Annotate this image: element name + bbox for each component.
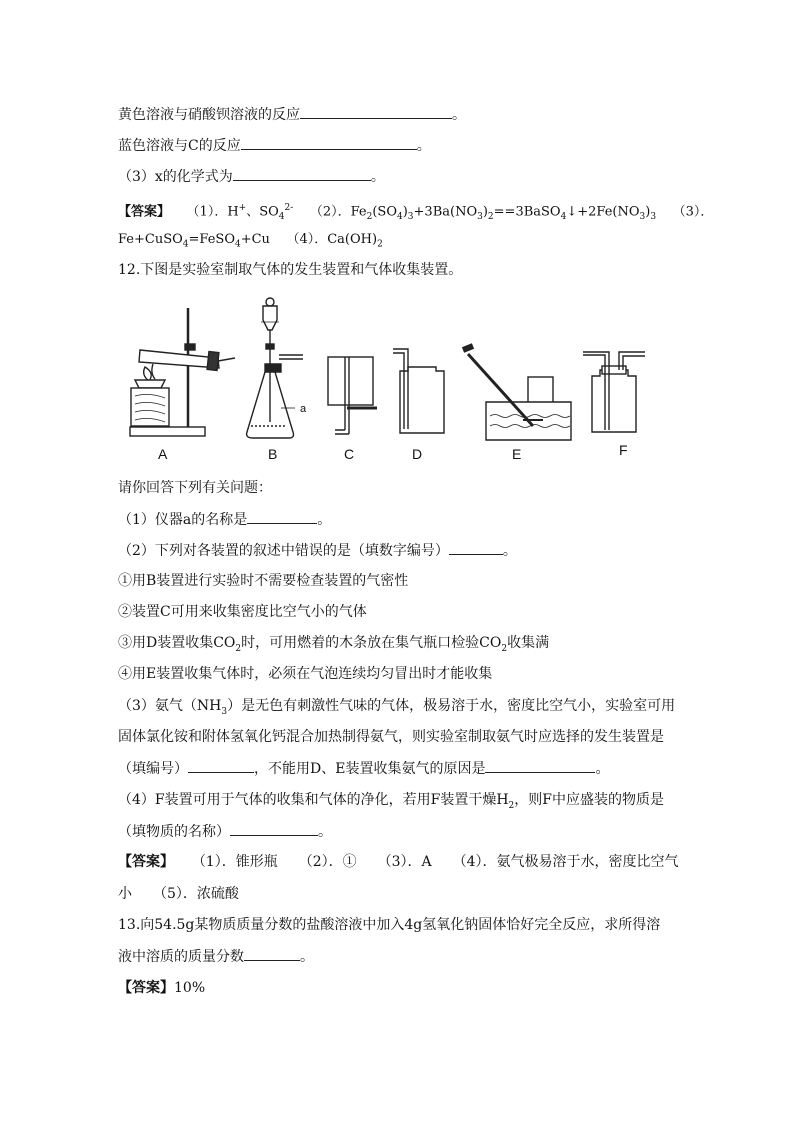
q12-p3-line-3 xyxy=(118,758,609,779)
answer-blank[interactable] xyxy=(230,821,318,836)
q12-p1-text: （1）仪器a的名称是 xyxy=(118,512,248,528)
q12-p4-line-2 xyxy=(118,821,332,842)
q13-l2-end: 。 xyxy=(300,949,314,965)
q12-o3-a: ③用D装置收集CO xyxy=(118,635,236,651)
q12-p3-line-1 xyxy=(118,696,675,722)
q11-sub: 2 xyxy=(487,211,494,222)
q13-line-1: 13.向54.5g某物质质量分数的盐酸溶液中加入4g氢氧化钠固体恰好完全反应，求所得溶 xyxy=(118,917,661,933)
q12-p3-l3-b: ，不能用D、E装置收集氨气的原因是 xyxy=(254,761,486,777)
q11-a3-eq: =FeSO xyxy=(188,232,235,247)
q12-o3-b: 时，可用燃着的木条放在集气瓶口检验CO xyxy=(241,635,502,651)
answer-blank[interactable] xyxy=(300,104,452,119)
q11-mid: +3Ba(NO xyxy=(413,204,478,220)
q12-answer-text-1: （1）．锥形瓶 （2）．① （3）．A （4）．氨气极易溶于水，密度比空气 xyxy=(191,854,679,870)
q12-p2-text: （2）下列对各装置的叙述中错误的是（填数字编号） xyxy=(118,543,449,559)
q12-p3-l3-end: 。 xyxy=(595,761,610,777)
apparatus-c xyxy=(328,357,377,434)
q11-a1-sep: 、SO xyxy=(246,204,279,220)
q11-sub: 4 xyxy=(396,211,403,222)
q11-answer-line-1 xyxy=(118,198,713,227)
q13-answer xyxy=(118,978,205,998)
q11-sub: 3 xyxy=(650,211,657,222)
q11-a2: （2）．Fe xyxy=(309,204,367,220)
q13-answer-value: 10% xyxy=(174,980,206,996)
q11-a1-sub: 4 xyxy=(278,211,285,222)
q12-o3-sub2: 2 xyxy=(501,643,508,654)
label-apparatus-a: A xyxy=(158,446,168,462)
q11-mid: ) xyxy=(645,204,651,220)
q12-answer-line-1 xyxy=(118,852,679,872)
q11-mid: ↓+2Fe(NO xyxy=(566,204,640,220)
q12-p4-sub: 2 xyxy=(508,800,515,811)
q11-a1-sup: + xyxy=(238,203,247,213)
q11-line-2-text: 蓝色溶液与C的反应 xyxy=(118,138,241,154)
label-apparatus-f: F xyxy=(619,442,628,458)
q11-line-3-text: （3）x的化学式为 xyxy=(118,169,233,185)
q12-p3-sub: 3 xyxy=(221,706,228,717)
q12-p2 xyxy=(118,540,517,561)
q12-p3-a: （3）氨气（NH xyxy=(118,698,222,714)
q11-a3-eq: +Cu xyxy=(240,232,270,247)
label-apparatus-e: E xyxy=(512,446,522,462)
answer-blank[interactable] xyxy=(449,540,503,555)
q11-sub: 3 xyxy=(407,211,414,222)
q12-p3-l3-a: （填编号） xyxy=(118,761,188,777)
q12-option-1: ①用B装置进行实验时不需要检查装置的气密性 xyxy=(118,573,409,589)
q11-sub: 4 xyxy=(182,239,189,250)
q11-a4: （4）．Ca(OH) xyxy=(286,232,378,247)
answer-blank[interactable] xyxy=(247,509,317,524)
q11-a1-sup2: 2- xyxy=(284,203,294,213)
q11-sub: 3 xyxy=(477,211,483,222)
q11-a1: （1）．H xyxy=(186,204,239,220)
answer-tag: 【答案】 xyxy=(118,854,174,870)
q11-a3-eq: Fe+CuSO xyxy=(118,232,183,247)
q11-sub: 3 xyxy=(639,211,646,222)
q12-p4-l2-end: 。 xyxy=(318,824,332,840)
answer-blank[interactable] xyxy=(244,946,300,961)
apparatus-a xyxy=(130,308,235,436)
q12-p1 xyxy=(118,509,331,530)
q11-mid: ) xyxy=(402,204,408,220)
q11-line-3-end: 。 xyxy=(370,169,385,185)
label-apparatus-d: D xyxy=(412,446,423,462)
apparatus-figure xyxy=(125,292,670,472)
q11-line-2 xyxy=(118,135,431,156)
q13-line-2 xyxy=(118,946,314,967)
q12-p2-end: 。 xyxy=(502,543,517,559)
q12-p1-end: 。 xyxy=(317,512,332,528)
q11-mid: (SO xyxy=(372,204,397,220)
q12-p4-b: ，则F中应盛装的物质是 xyxy=(514,792,664,808)
q12-answer-line-2: 小 （5）．浓硫酸 xyxy=(118,886,239,902)
q11-a3: （3）． xyxy=(672,204,714,220)
answer-tag: 【答案】 xyxy=(118,204,171,220)
answer-blank[interactable] xyxy=(233,166,371,181)
q12-p3-b: ）是无色有刺激性气味的气体，极易溶于水，密度比空气小，实验室可用 xyxy=(227,698,676,714)
answer-blank[interactable] xyxy=(188,758,254,773)
q11-sub: 2 xyxy=(366,211,373,222)
label-a: a xyxy=(300,403,307,415)
q12-o3-sub: 2 xyxy=(235,643,242,654)
q12-o3-c: 收集满 xyxy=(507,635,550,651)
answer-blank[interactable] xyxy=(485,758,595,773)
q11-mid: ==3BaSO xyxy=(493,204,561,220)
answer-blank[interactable] xyxy=(241,135,417,150)
q12-p4-a: （4）F装置可用于气体的收集和气体的净化，若用F装置干燥H xyxy=(118,792,509,808)
q12-option-3 xyxy=(118,633,549,659)
q11-line-3 xyxy=(118,166,385,187)
apparatus-d xyxy=(393,349,444,433)
q12-title: 12.下图是实验室制取气体的发生装置和气体收集装置。 xyxy=(118,262,463,278)
q11-sub: 4 xyxy=(560,211,567,222)
q11-sub: 2 xyxy=(377,239,383,250)
q12-p4-line-1 xyxy=(118,790,664,816)
q13-l2-text: 液中溶质的质量分数 xyxy=(118,949,244,965)
q11-line-1-end: 。 xyxy=(452,107,466,123)
label-apparatus-c: C xyxy=(344,446,355,462)
q12-prompt: 请你回答下列有关问题： xyxy=(118,480,272,496)
answer-tag: 【答案】 xyxy=(118,980,174,996)
label-apparatus-b: B xyxy=(268,446,278,462)
q11-line-2-end: 。 xyxy=(416,138,431,154)
q11-answer-line-2 xyxy=(118,230,383,255)
q12-p3-line-2: 固体氯化铵和附体氢氧化钙混合加热制得氨气，则实验室制取氨气时应选择的发生装置是 xyxy=(118,729,664,745)
q12-option-4: ④用E装置收集气体时，必须在气泡连续均匀冒出时才能收集 xyxy=(118,666,493,682)
q11-line-1-text: 黄色溶液与硝酸钡溶液的反应 xyxy=(118,107,300,123)
apparatus-b xyxy=(247,298,307,438)
q12-p4-l2: （填物质的名称） xyxy=(118,824,230,840)
apparatus-e xyxy=(463,346,571,440)
q11-mid: ) xyxy=(482,204,488,220)
q11-sub: 4 xyxy=(234,239,241,250)
q12-option-2: ②装置C可用来收集密度比空气小的气体 xyxy=(118,604,367,620)
apparatus-f xyxy=(583,352,645,432)
q11-line-1 xyxy=(118,104,466,125)
